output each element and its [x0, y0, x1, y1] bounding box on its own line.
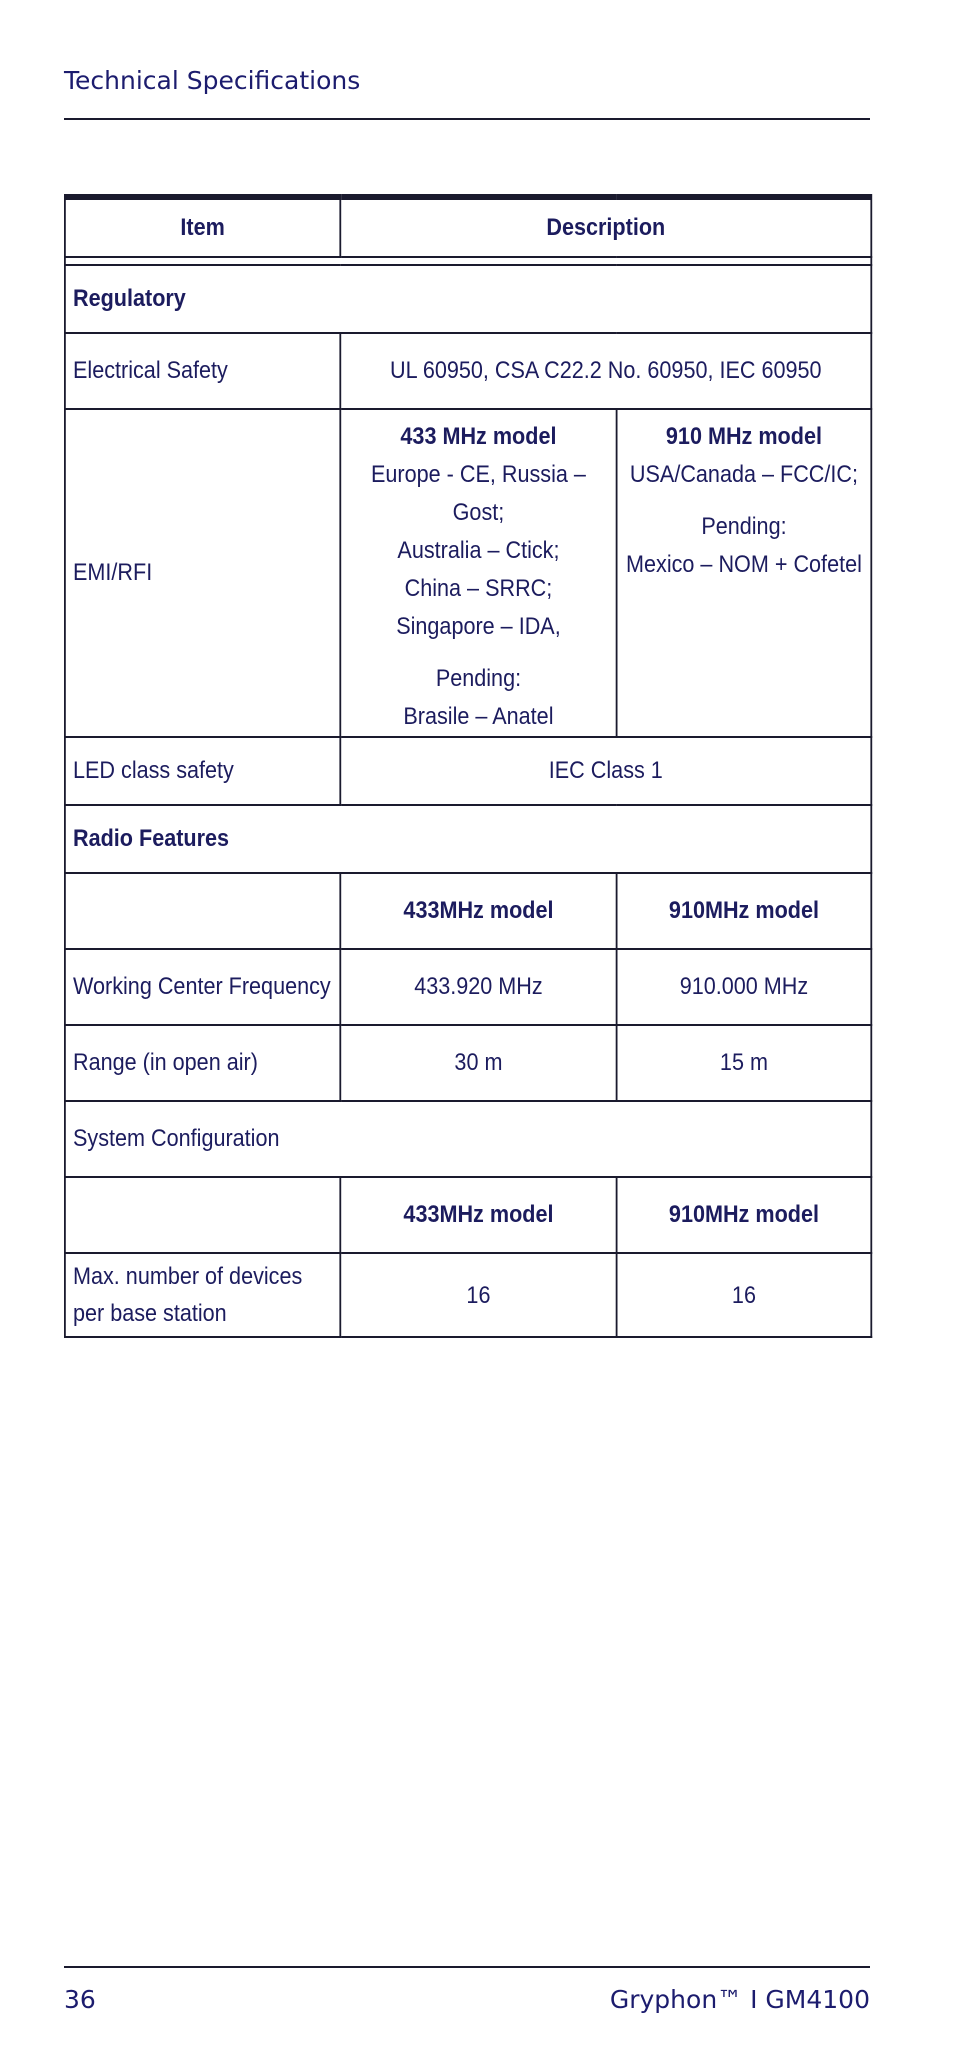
- col-header-description: Description: [340, 197, 871, 257]
- section-system-configuration: [65, 1101, 871, 1177]
- emi-433-line: China – SRRC;: [404, 575, 553, 602]
- emi-910-title: 910 MHz model: [665, 423, 822, 450]
- table-row-model-header: [65, 1177, 871, 1253]
- product-name: Gryphon™ I GM4100: [609, 1985, 870, 2014]
- row-label: Max. number of devices per base station: [65, 1253, 340, 1337]
- emi-910-pending-value: Mexico – NOM + Cofetel: [626, 551, 862, 578]
- header-spacer: [65, 257, 871, 265]
- emi-910-pending: Pending:: [701, 513, 787, 540]
- emi-910-cell: [617, 409, 872, 737]
- section-label: Radio Features: [65, 805, 871, 873]
- emi-433-line: Singapore – IDA,: [396, 613, 561, 640]
- page-header-title: Technical Specifications: [64, 66, 361, 95]
- row-label: EMI/RFI: [65, 409, 340, 737]
- table-row-emi: [65, 409, 871, 737]
- table-row: [65, 1253, 871, 1337]
- row-value-910: 15 m: [617, 1025, 872, 1101]
- empty-cell: [65, 873, 340, 949]
- row-label: Range (in open air): [65, 1025, 340, 1101]
- row-value-433: 16: [340, 1253, 616, 1337]
- emi-433-pending: Pending:: [435, 665, 522, 692]
- col-header-item: Item: [65, 197, 340, 257]
- header-divider: [64, 118, 870, 120]
- section-label: System Configuration: [65, 1101, 871, 1177]
- table-row: [65, 737, 871, 805]
- section-radio-features: [65, 805, 871, 873]
- row-label: LED class safety: [65, 737, 340, 805]
- row-label: Electrical Safety: [65, 333, 340, 409]
- footer-divider: [64, 1966, 870, 1968]
- empty-cell: [65, 1177, 340, 1253]
- row-value-433: 30 m: [340, 1025, 616, 1101]
- emi-910-line: USA/Canada – FCC/IC;: [629, 461, 858, 488]
- section-label: Regulatory: [65, 265, 871, 333]
- row-value: UL 60950, CSA C22.2 No. 60950, IEC 60950: [340, 333, 871, 409]
- model-910-header: 910MHz model: [617, 873, 872, 949]
- emi-433-line: Australia – Ctick;: [397, 537, 560, 564]
- row-value-910: 910.000 MHz: [617, 949, 872, 1025]
- table-row: [65, 949, 871, 1025]
- emi-433-cell: [340, 409, 616, 737]
- row-value-910: 16: [617, 1253, 872, 1337]
- row-label: Working Center Frequency: [65, 949, 340, 1025]
- table-row-model-header: [65, 873, 871, 949]
- spec-table: [64, 194, 872, 1338]
- table-header-row: [65, 197, 871, 257]
- row-value: IEC Class 1: [340, 737, 871, 805]
- section-regulatory: [65, 265, 871, 333]
- model-433-header: 433MHz model: [340, 873, 616, 949]
- table-row: [65, 333, 871, 409]
- emi-433-title: 433 MHz model: [400, 423, 557, 450]
- table-row: [65, 1025, 871, 1101]
- emi-433-line: Europe - CE, Russia – Gost;: [370, 461, 586, 526]
- page-number: 36: [64, 1985, 96, 2014]
- emi-433-pending-value: Brasile – Anatel: [403, 703, 554, 730]
- row-value-433: 433.920 MHz: [340, 949, 616, 1025]
- model-910-header: 910MHz model: [617, 1177, 872, 1253]
- model-433-header: 433MHz model: [340, 1177, 616, 1253]
